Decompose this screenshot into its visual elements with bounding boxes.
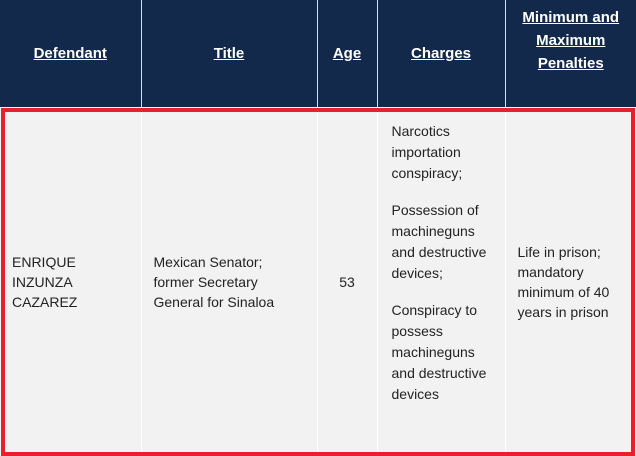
header-row [0, 0, 636, 107]
table-header [0, 0, 636, 107]
charge-item: Possession of machineguns and destructive devices; [391, 202, 487, 281]
header-defendant[interactable]: Defendant [0, 0, 141, 107]
header-charges[interactable]: Charges [377, 0, 505, 107]
cell-charges [377, 107, 505, 456]
cell-penalties: Life in prison; mandatory minimum of 40 years in prison [505, 107, 636, 456]
charge-item: Narcotics importation conspiracy; [391, 123, 463, 181]
charge-item: Conspiracy to possess machineguns and destructive devices [391, 302, 487, 402]
cell-age: 53 [317, 107, 377, 456]
table-body [0, 107, 636, 456]
cell-defendant: ENRIQUE INZUNZA CAZAREZ [0, 107, 141, 456]
header-title[interactable]: Title [141, 0, 317, 107]
table-row [0, 107, 636, 456]
cell-title: Mexican Senator; former Secretary General for Sinaloa [141, 107, 317, 456]
header-penalties[interactable]: Minimum and Maximum Penalties [505, 0, 636, 107]
header-age[interactable]: Age [317, 0, 377, 107]
